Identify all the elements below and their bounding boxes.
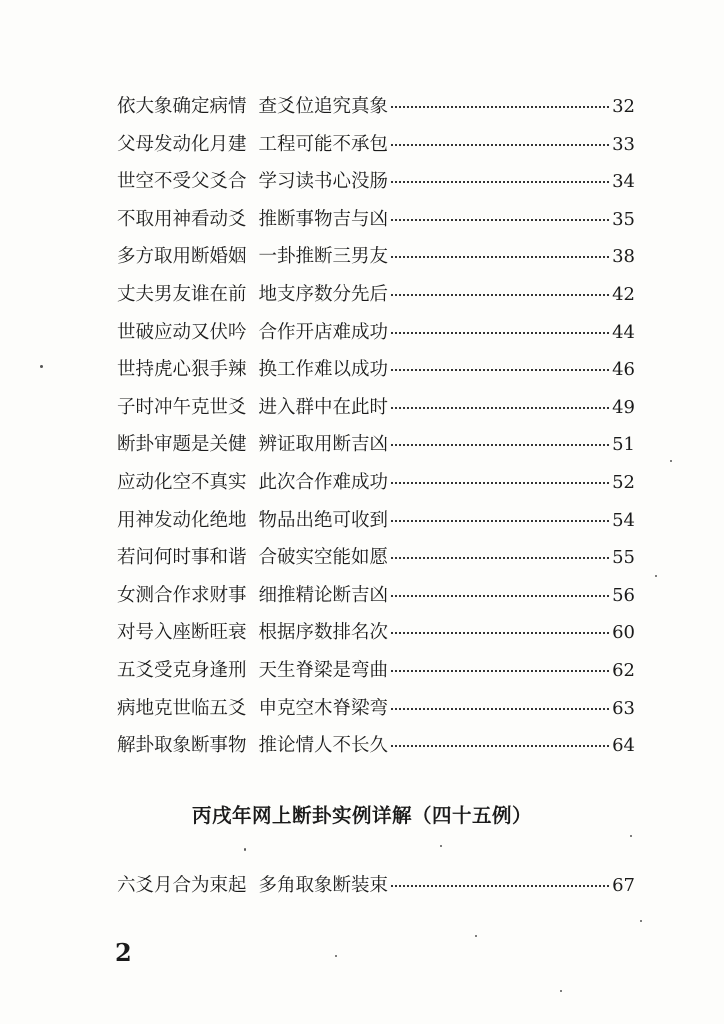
toc-entry xyxy=(117,238,635,276)
entry-title-second: 此次合作难成功 xyxy=(258,471,389,493)
entry-title-second: 换工作难以成功 xyxy=(258,359,389,381)
entry-title-first: 子时冲午克世爻 xyxy=(117,396,247,418)
entry-page-number: 32 xyxy=(612,96,635,117)
dot-leader xyxy=(391,368,609,371)
scan-speck xyxy=(335,955,337,957)
entry-page-number: 67 xyxy=(612,875,635,896)
entry-page-number: 62 xyxy=(612,659,635,681)
entry-title-first: 世破应动又伏吟 xyxy=(117,321,247,343)
section-table-of-contents xyxy=(117,867,635,905)
entry-title-first: 多方取用断婚姻 xyxy=(117,246,247,268)
scan-speck xyxy=(440,845,442,847)
dot-leader xyxy=(391,594,609,597)
entry-title-first: 病地克世临五爻 xyxy=(117,697,247,719)
entry-page-number: 34 xyxy=(612,171,635,193)
dot-leader xyxy=(391,143,609,146)
entry-title-second: 一卦推断三男友 xyxy=(258,246,389,268)
toc-entry xyxy=(117,690,635,728)
section-heading: 丙戌年网上断卦实例详解（四十五例） xyxy=(191,804,532,827)
entry-title-first: 世空不受父爻合 xyxy=(117,171,247,193)
entry-page-number: 64 xyxy=(612,735,635,757)
entry-title-second: 查爻位追究真象 xyxy=(258,96,389,117)
dot-leader xyxy=(391,556,609,559)
entry-page-number: 38 xyxy=(612,246,635,268)
scan-speck xyxy=(40,365,43,368)
dot-leader xyxy=(391,519,609,522)
entry-title-second: 学习读书心没肠 xyxy=(258,171,389,193)
entry-title-first: 五爻受克身逢刑 xyxy=(117,659,247,681)
entry-page-number: 33 xyxy=(612,133,635,155)
entry-title-first: 六爻月合为束起 xyxy=(117,875,247,896)
entry-title-first: 依大象确定病情 xyxy=(117,96,247,117)
toc-entry xyxy=(117,351,635,389)
entry-title-first: 对号入座断旺衰 xyxy=(117,622,247,644)
dot-leader xyxy=(391,481,609,484)
entry-title-first: 不取用神看动爻 xyxy=(117,208,247,230)
dot-leader xyxy=(391,331,609,334)
entry-page-number: 55 xyxy=(612,547,635,569)
dot-leader xyxy=(391,180,609,183)
entry-title-second: 工程可能不承包 xyxy=(258,133,389,155)
entry-page-number: 49 xyxy=(612,396,635,418)
entry-title-second: 多角取象断装束 xyxy=(258,875,389,896)
toc-entry xyxy=(117,276,635,314)
toc-entry xyxy=(117,314,635,352)
entry-page-number: 52 xyxy=(612,471,635,493)
toc-entry xyxy=(117,426,635,464)
entry-title-first: 应动化空不真实 xyxy=(117,471,247,493)
table-of-contents xyxy=(117,88,635,765)
entry-title-first: 女测合作求财事 xyxy=(117,584,247,606)
entry-page-number: 44 xyxy=(612,321,635,343)
dot-leader xyxy=(391,884,609,887)
entry-title-first: 断卦审题是关健 xyxy=(117,434,247,456)
dot-leader xyxy=(391,293,609,296)
entry-title-second: 推断事物吉与凶 xyxy=(258,208,389,230)
entry-page-number: 46 xyxy=(612,359,635,381)
entry-page-number: 63 xyxy=(612,697,635,719)
dot-leader xyxy=(391,105,609,108)
scan-speck xyxy=(640,920,642,922)
entry-title-second: 推论情人不长久 xyxy=(258,735,389,757)
scan-speck xyxy=(244,848,246,851)
scan-speck xyxy=(560,990,562,992)
entry-title-first: 父母发动化月建 xyxy=(117,133,247,155)
scan-speck xyxy=(475,935,477,937)
entry-page-number: 51 xyxy=(612,434,635,456)
entry-title-second: 根据序数排名次 xyxy=(258,622,389,644)
toc-entry xyxy=(117,539,635,577)
dot-leader xyxy=(391,631,609,634)
page-number: 2 xyxy=(115,938,132,967)
entry-title-second: 进入群中在此时 xyxy=(258,396,389,418)
toc-entry xyxy=(117,727,635,765)
entry-title-second: 细推精论断吉凶 xyxy=(258,584,389,606)
toc-entry xyxy=(117,389,635,427)
toc-entry xyxy=(117,464,635,502)
entry-title-second: 申克空木脊梁弯 xyxy=(258,697,389,719)
dot-leader xyxy=(391,443,609,446)
entry-title-second: 天生脊梁是弯曲 xyxy=(258,659,389,681)
entry-title-second: 合作开店难成功 xyxy=(258,321,389,343)
dot-leader xyxy=(391,744,609,747)
entry-title-second: 地支序数分先后 xyxy=(258,283,389,305)
dot-leader xyxy=(391,255,609,258)
toc-entry xyxy=(117,201,635,239)
toc-entry xyxy=(117,502,635,540)
entry-title-second: 物品出绝可收到 xyxy=(258,509,389,531)
dot-leader xyxy=(391,406,609,409)
entry-page-number: 60 xyxy=(612,622,635,644)
entry-page-number: 56 xyxy=(612,584,635,606)
entry-title-first: 世持虎心狠手辣 xyxy=(117,359,247,381)
toc-entry xyxy=(117,577,635,615)
dot-leader xyxy=(391,669,609,672)
dot-leader xyxy=(391,218,609,221)
entry-title-first: 丈夫男友谁在前 xyxy=(117,283,247,305)
entry-page-number: 42 xyxy=(612,283,635,305)
toc-entry xyxy=(117,88,635,126)
entry-title-first: 解卦取象断事物 xyxy=(117,735,247,757)
toc-entry xyxy=(117,126,635,164)
toc-entry xyxy=(117,614,635,652)
entry-title-second: 辨证取用断吉凶 xyxy=(258,434,389,456)
entry-page-number: 54 xyxy=(612,509,635,531)
scan-speck xyxy=(655,575,657,577)
entry-title-first: 若问何时事和谐 xyxy=(117,547,247,569)
entry-page-number: 35 xyxy=(612,208,635,230)
entry-title-second: 合破实空能如愿 xyxy=(258,547,389,569)
toc-entry xyxy=(117,163,635,201)
dot-leader xyxy=(391,707,609,710)
entry-title-first: 用神发动化绝地 xyxy=(117,509,247,531)
toc-entry xyxy=(117,652,635,690)
toc-entry xyxy=(117,867,635,905)
scan-speck xyxy=(630,835,632,837)
scan-speck xyxy=(670,460,672,462)
